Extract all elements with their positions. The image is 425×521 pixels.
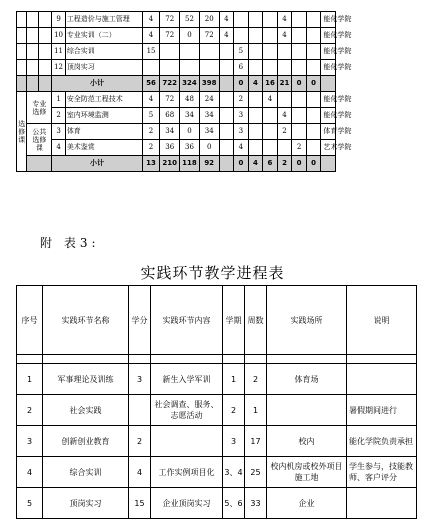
course-cell-c10 (292, 60, 307, 76)
practice-term: 3、4 (223, 457, 245, 488)
course-cell-c11 (306, 124, 321, 140)
course-name: 专业实训（二） (65, 28, 142, 44)
course-cell-c4: 34 (199, 124, 219, 140)
practice-weeks: 1 (245, 395, 267, 426)
course-name: 美术鉴赏 (65, 140, 142, 156)
course-cell-c4: 24 (199, 92, 219, 108)
group-cell-empty (27, 76, 38, 92)
course-name: 室内环境监测 (65, 108, 142, 124)
practice-content: 社会调查、服务、志愿活动 (151, 395, 223, 426)
practice-term: 1 (223, 364, 245, 395)
subtotal-row (17, 156, 416, 172)
practice-table-title: 实践环节教学进程表 (140, 264, 285, 282)
course-number: 2 (52, 108, 66, 124)
course-cell-c3: 0 (180, 28, 200, 44)
course-cell-c1: 5 (142, 108, 160, 124)
course-cell-c1: 4 (142, 92, 160, 108)
practice-content: 企业顶岗实习 (151, 488, 223, 519)
course-cell-c7 (248, 44, 263, 60)
public-elective-label (27, 124, 52, 156)
subtotal-value: 56 (142, 76, 160, 92)
course-cell-c10 (292, 44, 307, 60)
course-cell-c2: 34 (160, 124, 180, 140)
practice-no: 1 (17, 364, 43, 395)
course-name: 综合实训 (65, 44, 142, 60)
course-cell-c6: 2 (234, 92, 249, 108)
course-cell-c4: 0 (199, 140, 219, 156)
course-cell-c7 (248, 60, 263, 76)
course-cell-c1: 2 (142, 140, 160, 156)
course-department: 能化学院 (321, 44, 336, 60)
elective-group-label (17, 92, 27, 172)
practice-note: 能化学院负责承担 (347, 426, 417, 457)
practice-weeks: 2 (245, 364, 267, 395)
course-cell-c5 (219, 60, 234, 76)
course-cell-c9: 4 (277, 12, 292, 28)
course-cell-c7 (248, 92, 263, 108)
course-department: 能化学院 (321, 92, 336, 108)
practice-place (267, 395, 347, 426)
course-department: 能化学院 (321, 28, 336, 44)
course-name: 安全防范工程技术 (65, 92, 142, 108)
course-department: 能化学院 (321, 12, 336, 28)
group-cell-empty (38, 60, 52, 76)
group-cell-empty (17, 28, 27, 44)
table-row (17, 60, 416, 76)
course-cell-c11 (306, 92, 321, 108)
course-cell-c7 (248, 140, 263, 156)
course-cell-c1: 4 (142, 28, 160, 44)
practice-no: 2 (17, 395, 43, 426)
table-row (17, 12, 416, 28)
course-number: 9 (52, 12, 66, 28)
course-cell-c6: 6 (234, 60, 249, 76)
practice-place: 体育场 (267, 364, 347, 395)
appendix-label: 附 表3: (40, 236, 100, 250)
practice-credit: 4 (129, 457, 151, 488)
group-cell-empty (17, 76, 27, 92)
practice-row (17, 488, 417, 519)
course-cell-c6: 3 (234, 124, 249, 140)
practice-row (17, 426, 417, 457)
practice-row (17, 395, 417, 426)
practice-credit: 3 (129, 364, 151, 395)
course-cell-c11 (306, 140, 321, 156)
practice-schedule-table (16, 285, 417, 519)
course-cell-c6 (234, 12, 249, 28)
course-cell-c8 (263, 12, 278, 28)
practice-name: 社会实践 (43, 395, 129, 426)
course-department: 艺术学院 (321, 140, 336, 156)
practice-row (17, 364, 417, 395)
practice-note (347, 364, 417, 395)
course-number: 1 (52, 92, 66, 108)
course-cell-c2 (160, 60, 180, 76)
course-cell-c4: 20 (199, 12, 219, 28)
practice-weeks: 25 (245, 457, 267, 488)
group-cell-empty (17, 12, 27, 28)
practice-credit: 15 (129, 488, 151, 519)
header-weeks: 周数 (245, 286, 267, 355)
course-cell-c8 (263, 124, 278, 140)
course-cell-c4 (199, 44, 219, 60)
subtotal-value: 398 (199, 76, 219, 92)
course-cell-c10 (292, 124, 307, 140)
course-number: 3 (52, 124, 66, 140)
course-cell-c8 (263, 44, 278, 60)
course-cell-c6: 5 (234, 44, 249, 60)
course-cell-c11 (306, 28, 321, 44)
subtotal-value: 0 (306, 76, 321, 92)
course-cell-c3: 0 (180, 124, 200, 140)
subtotal-row (17, 76, 416, 92)
practice-weeks: 17 (245, 426, 267, 457)
practice-header-row (17, 286, 417, 355)
course-cell-c1: 15 (142, 44, 160, 60)
course-cell-c6: 3 (234, 108, 249, 124)
group-cell-empty (38, 12, 52, 28)
header-place: 实践场所 (267, 286, 347, 355)
course-cell-c11 (306, 44, 321, 60)
course-number: 12 (52, 60, 66, 76)
course-cell-c5 (219, 108, 234, 124)
subtotal-value: 210 (160, 156, 180, 172)
course-cell-c10: 2 (292, 140, 307, 156)
major-elective-text: 专业选修 (32, 99, 47, 116)
practice-no: 5 (17, 488, 43, 519)
subtotal-value: 13 (142, 156, 160, 172)
course-cell-c2: 68 (160, 108, 180, 124)
table-row (17, 124, 416, 140)
course-cell-c8 (263, 140, 278, 156)
course-cell-c4: 34 (199, 108, 219, 124)
course-cell-c9 (277, 60, 292, 76)
practice-name: 军事理论及训练 (43, 364, 129, 395)
course-name: 工程造价与施工管理 (65, 12, 142, 28)
subtotal-value: 0 (234, 76, 249, 92)
group-cell-empty (27, 60, 38, 76)
practice-row (17, 457, 417, 488)
course-cell-c11 (306, 60, 321, 76)
course-cell-c7 (248, 124, 263, 140)
course-cell-c5: 4 (219, 12, 234, 28)
subtotal-value: 0 (306, 156, 321, 172)
header-credit: 学分 (129, 286, 151, 355)
practice-weeks: 33 (245, 488, 267, 519)
subtotal-value: 0 (234, 156, 249, 172)
course-cell-c3: 36 (180, 140, 200, 156)
subtotal-value: 0 (292, 76, 307, 92)
course-cell-c3: 52 (180, 12, 200, 28)
practice-name: 综合实训 (43, 457, 129, 488)
subtotal-dept-empty (321, 156, 336, 172)
course-cell-c2 (160, 44, 180, 60)
practice-term: 5、6 (223, 488, 245, 519)
course-number: 11 (52, 44, 66, 60)
practice-name: 创新创业教育 (43, 426, 129, 457)
practice-note (347, 488, 417, 519)
course-cell-c2: 72 (160, 92, 180, 108)
course-cell-c10 (292, 28, 307, 44)
elective-group-text: 选修课 (18, 119, 26, 144)
course-cell-c3: 34 (180, 108, 200, 124)
course-cell-c5 (219, 140, 234, 156)
subtotal-value: 2 (277, 156, 292, 172)
subtotal-value (219, 76, 234, 92)
course-cell-c3 (180, 44, 200, 60)
public-elective-text: 公共选修课 (32, 127, 47, 152)
course-cell-c10 (292, 92, 307, 108)
course-cell-c1 (142, 60, 160, 76)
group-cell-empty (27, 28, 38, 44)
course-cell-c9 (277, 92, 292, 108)
practice-content (151, 426, 223, 457)
practice-place: 校内 (267, 426, 347, 457)
course-number: 10 (52, 28, 66, 44)
subtotal-value: 118 (180, 156, 200, 172)
course-cell-c9: 4 (277, 28, 292, 44)
subtotal-value: 4 (248, 156, 263, 172)
group-cell-empty (27, 12, 38, 28)
course-name: 体育 (65, 124, 142, 140)
course-cell-c8 (263, 108, 278, 124)
practice-credit: 2 (129, 426, 151, 457)
table-row (17, 140, 416, 156)
practice-content: 新生入学军训 (151, 364, 223, 395)
course-cell-c9 (277, 44, 292, 60)
subtotal-value (219, 156, 234, 172)
group-cell-empty (27, 44, 38, 60)
subtotal-value: 92 (199, 156, 219, 172)
course-cell-c10 (292, 108, 307, 124)
course-cell-c4 (199, 60, 219, 76)
course-cell-c7 (248, 108, 263, 124)
course-cell-c5 (219, 124, 234, 140)
practice-note: 暑假期间进行 (347, 395, 417, 426)
practice-note: 学生参与，技能教师、客户评分 (347, 457, 417, 488)
course-name: 顶岗实习 (65, 60, 142, 76)
blank-row (17, 355, 417, 364)
subtotal-value: 324 (180, 76, 200, 92)
course-cell-c10 (292, 12, 307, 28)
course-cell-c11 (306, 108, 321, 124)
course-cell-c2: 72 (160, 28, 180, 44)
group-cell-empty (38, 76, 52, 92)
table-row (17, 44, 416, 60)
subtotal-label: 小计 (52, 76, 142, 92)
course-department: 体育学院 (321, 124, 336, 140)
practice-place: 校内机房或校外项目施工地 (267, 457, 347, 488)
major-elective-label (27, 92, 52, 124)
practice-no: 3 (17, 426, 43, 457)
subtotal-value: 21 (277, 76, 292, 92)
course-cell-c3: 48 (180, 92, 200, 108)
header-no: 序号 (17, 286, 43, 355)
course-cell-c6 (234, 28, 249, 44)
practice-content: 工作实例项目化 (151, 457, 223, 488)
practice-credit (129, 395, 151, 426)
subtotal-value: 6 (263, 156, 278, 172)
course-cell-c8 (263, 28, 278, 44)
course-cell-c5 (219, 92, 234, 108)
practice-term: 3 (223, 426, 245, 457)
course-cell-c7 (248, 12, 263, 28)
group-cell-empty (38, 28, 52, 44)
practice-name: 顶岗实习 (43, 488, 129, 519)
subtotal-value: 722 (160, 76, 180, 92)
course-cell-c5: 4 (219, 28, 234, 44)
practice-place: 企业 (267, 488, 347, 519)
subtotal-value: 0 (292, 156, 307, 172)
course-cell-c7 (248, 28, 263, 44)
course-cell-c8 (263, 60, 278, 76)
group-cell-empty (17, 44, 27, 60)
subtotal-dept-empty (321, 76, 336, 92)
course-cell-c1: 4 (142, 12, 160, 28)
course-cell-c8: 4 (263, 92, 278, 108)
subtotal-label: 小计 (52, 156, 142, 172)
course-cell-c3 (180, 60, 200, 76)
course-cell-c9 (277, 140, 292, 156)
course-department: 能化学院 (321, 60, 336, 76)
group-cell-empty (38, 44, 52, 60)
header-note: 说明 (347, 286, 417, 355)
course-cell-c5 (219, 44, 234, 60)
practice-no: 4 (17, 457, 43, 488)
course-department: 能化学院 (321, 108, 336, 124)
header-content: 实践环节内容 (151, 286, 223, 355)
table-row (17, 28, 416, 44)
subtotal-value: 4 (248, 76, 263, 92)
course-cell-c6: 4 (234, 140, 249, 156)
course-cell-c2: 72 (160, 12, 180, 28)
course-cell-c9: 4 (277, 108, 292, 124)
subtotal-value: 16 (263, 76, 278, 92)
header-term: 学期 (223, 286, 245, 355)
course-number: 4 (52, 140, 66, 156)
group-cell-empty (27, 156, 52, 172)
table-row (17, 108, 416, 124)
practice-term: 2 (223, 395, 245, 426)
header-name: 实践环节名称 (43, 286, 129, 355)
course-cell-c1: 2 (142, 124, 160, 140)
table-row (17, 92, 416, 108)
course-plan-table (16, 11, 416, 172)
group-cell-empty (17, 60, 27, 76)
course-cell-c11 (306, 12, 321, 28)
course-cell-c2: 36 (160, 140, 180, 156)
course-cell-c4: 72 (199, 28, 219, 44)
course-cell-c9: 2 (277, 124, 292, 140)
